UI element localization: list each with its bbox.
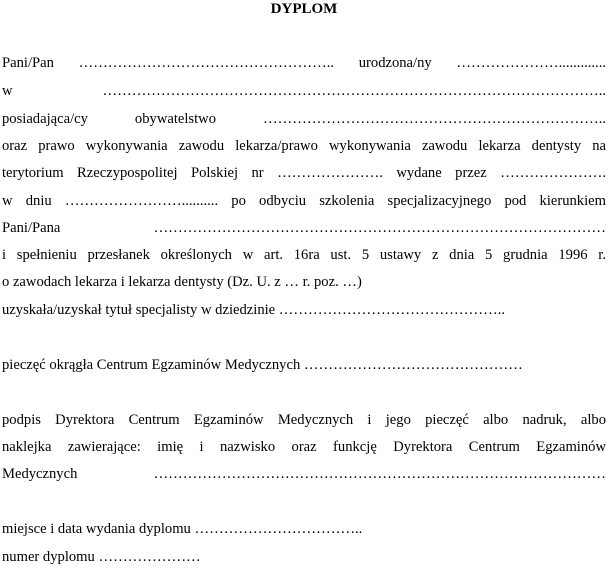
line-issue-place-date: miejsce i data wydania dyplomu …………………………….. [2, 521, 363, 537]
line-practice-right: oraz prawo wykonywania zawodu lekarza/prawo wykonywania zawodu lekarza dentysty na [2, 138, 606, 154]
line-director-signature: podpis Dyrektora Centrum Egzaminów Medycznych i jego pieczęć albo nadruk, albo [2, 412, 606, 428]
line-citizenship: posiadająca/cy obywatelstwo …………………………………………………………….. [2, 111, 606, 127]
line-stamp: pieczęć okrągła Centrum Egzaminów Medycznych ……………………………………… [2, 357, 523, 373]
line-director-function: Medycznych ………………………………………………………………………………… [2, 466, 606, 482]
line-diploma-number: numer dyplomu ………………… [2, 549, 201, 565]
line-training-date: w dniu …………………….......... po odbyciu szkolenia specjalizacyjnego pod kierunkiem [2, 193, 606, 209]
line-license-number: terytorium Rzeczypospolitej Polskiej nr …………………. wydane przez …………………. [2, 165, 606, 181]
line-name-birthplace: Pani/Pan …………………………………………….. urodzona/ny …………………............. [2, 55, 606, 71]
line-director-sticker: naklejka zawierające: imię i nazwisko oraz funkcję Dyrektora Centrum Egzaminów [2, 439, 606, 455]
line-specialty: uzyskała/uzyskał tytuł specjalisty w dziedzinie ……………………………………….. [2, 302, 505, 318]
document-title: DYPLOM [270, 1, 338, 17]
line-birth-location: w ………………………………………………………………………………………….. [2, 83, 606, 99]
line-law-reference: o zawodach lekarza i lekarza dentysty (Dz. U. z … r. poz. …) [2, 274, 362, 290]
line-legal-basis: i spełnieniu przesłanek określonych w art. 16ra ust. 5 ustawy z dnia 5 grudnia 1996 r. [2, 247, 606, 263]
line-supervisor: Pani/Pana ………………………………………………………………………………… [2, 220, 606, 236]
